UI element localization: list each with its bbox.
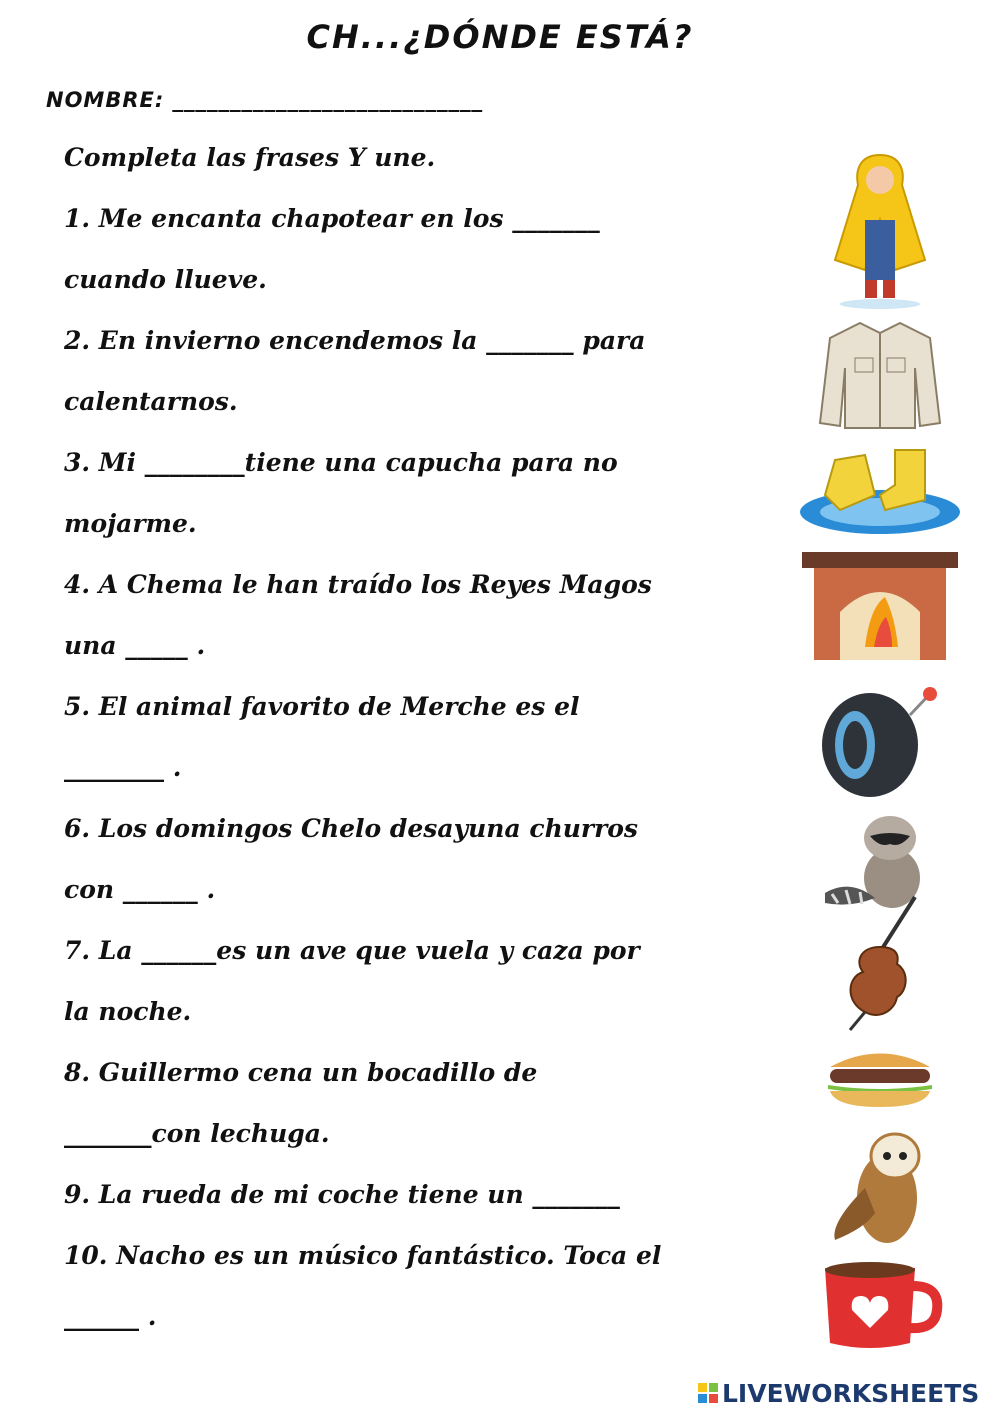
liveworksheets-logo-icon — [698, 1383, 718, 1403]
sentence-line: 6. Los domingos Chelo desayuna churros — [64, 814, 639, 843]
jacket-icon[interactable] — [790, 318, 970, 433]
sentence-line: 5. El animal favorito de Merche es el — [64, 692, 580, 721]
sentence-line: 3. Mi ________tiene una capucha para no — [64, 448, 618, 477]
sentence-line: una _____ . — [64, 631, 206, 660]
page-title: CH...¿DÓNDE ESTÁ? — [306, 18, 694, 56]
sentence-line: ________ . — [64, 753, 182, 782]
sentence-line: 7. La ______es un ave que vuela y caza por — [64, 936, 640, 965]
sentence-line: 4. A Chema le han traído los Reyes Magos — [64, 570, 652, 599]
sentence-line: mojarme. — [64, 509, 197, 538]
sentence-line: la noche. — [64, 997, 192, 1026]
brand-name: LIVEWORKSHEETS — [722, 1378, 980, 1408]
sentence-line: 9. La rueda de mi coche tiene un _______ — [64, 1180, 620, 1209]
tire-icon[interactable] — [790, 685, 970, 800]
sentence-line: cuando llueve. — [64, 265, 267, 294]
sentence-line: 8. Guillermo cena un bocadillo de — [64, 1058, 538, 1087]
sentence-line: 1. Me encanta chapotear en los _______ — [64, 204, 600, 233]
instruction: Completa las frases Y une. — [64, 143, 436, 172]
owl-icon[interactable] — [790, 1128, 970, 1248]
cello-icon[interactable] — [790, 892, 970, 1032]
sentence-line: con ______ . — [64, 875, 216, 904]
name-field[interactable]: NOMBRE: ___________________________ — [46, 88, 484, 112]
sandwich-icon[interactable] — [790, 1045, 970, 1110]
sentence-line: 2. En invierno encendemos la _______ para — [64, 326, 646, 355]
picture-column — [790, 140, 970, 1380]
rain-boots-icon[interactable] — [790, 440, 970, 540]
brand-logo[interactable] — [698, 1378, 979, 1408]
sentence-line: calentarnos. — [64, 387, 238, 416]
chocolate-mug-icon[interactable] — [790, 1258, 970, 1353]
sentence-line: 10. Nacho es un músico fantástico. Toca el — [64, 1241, 662, 1270]
sentence-line: ______ . — [64, 1302, 157, 1331]
raincoat-child-icon[interactable] — [790, 150, 970, 310]
sentence-line: _______con lechuga. — [64, 1119, 330, 1148]
fireplace-icon[interactable] — [790, 552, 970, 660]
